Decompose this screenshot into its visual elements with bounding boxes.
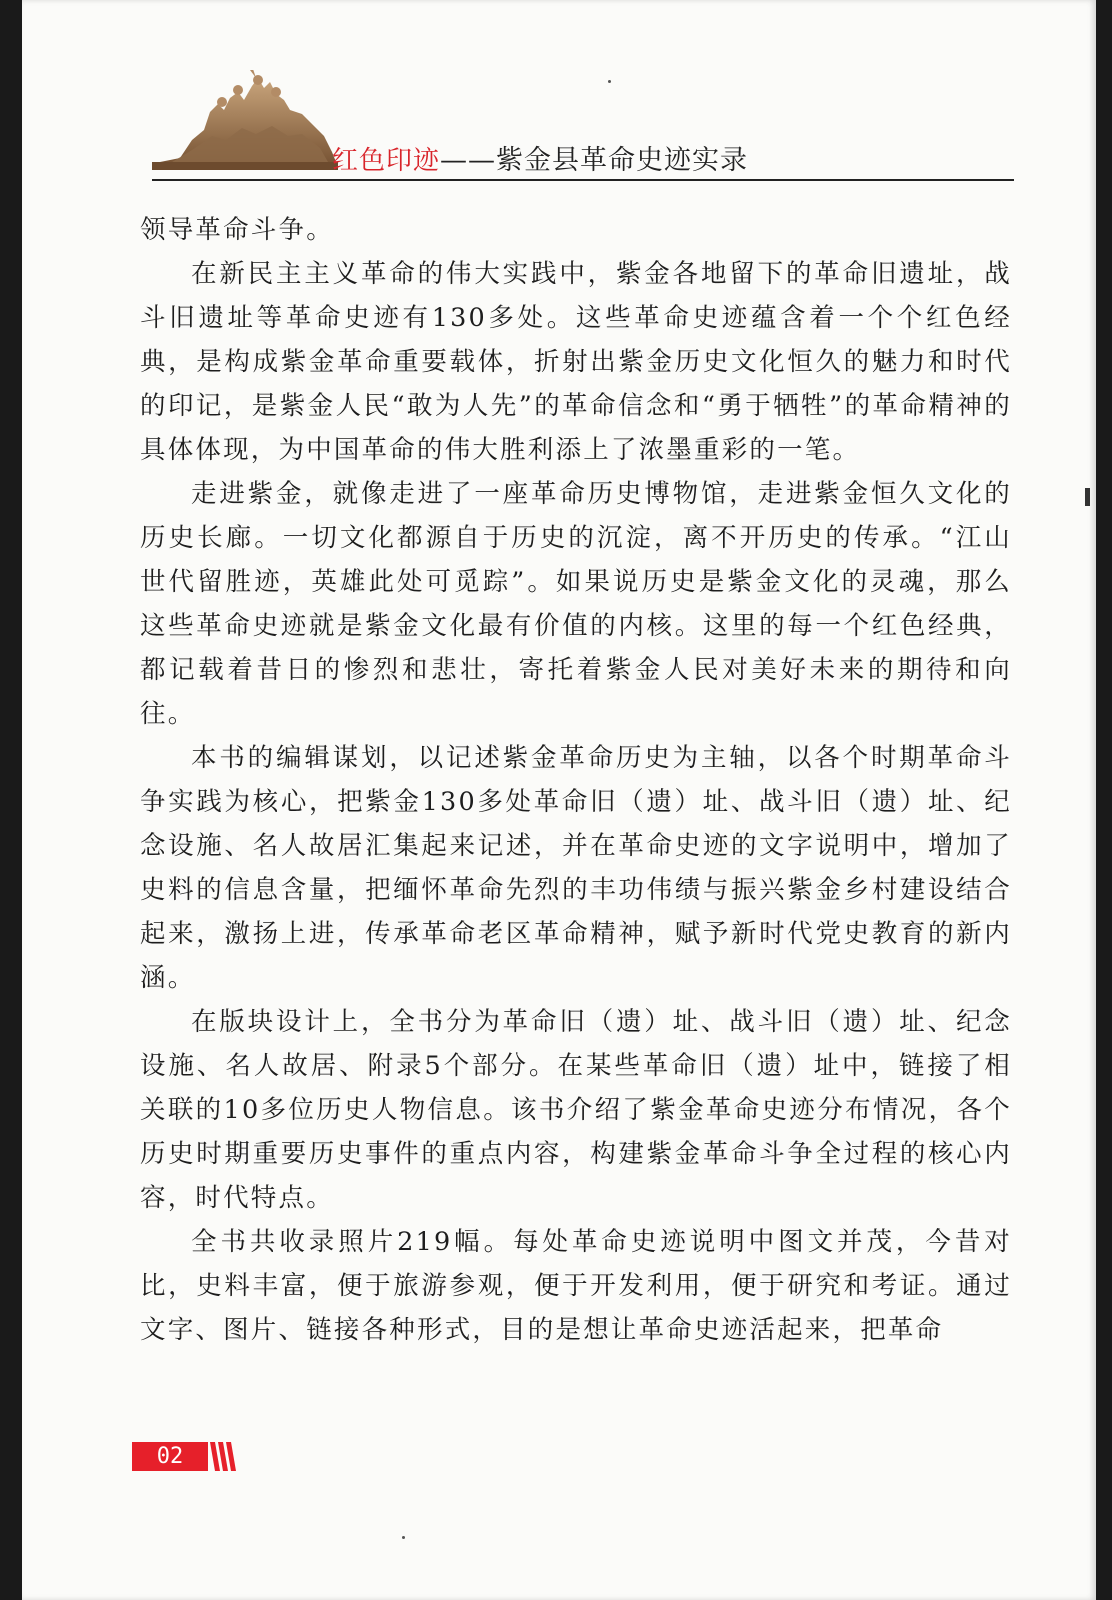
speck xyxy=(402,1536,405,1539)
stripes-icon xyxy=(210,1442,238,1471)
edge-mark xyxy=(1085,488,1090,506)
paragraph-5: 在版块设计上，全书分为革命旧（遗）址、战斗旧（遗）址、纪念设施、名人故居、附录5个部分。在某些革命旧（遗）址中，链接了相关联的10多位历史人物信息。该书介绍了紫金革命史迹分布情况，各个历史时期重要历史事件的重点内容，构建紫金革命斗争全过程的核心内容，时代特点。 xyxy=(140,1007,1012,1213)
header-title-dash: —— xyxy=(440,145,497,176)
header-rule xyxy=(152,179,1014,181)
paragraph-2: 在新民主主义革命的伟大实践中，紫金各地留下的革命旧遗址，战斗旧遗址等革命史迹有130多处。这些革命史迹蕴含着一个个红色经典，是构成紫金革命重要载体，折射出紫金历史文化恒久的魅力和时代的印记，是紫金人民“敢为人先”的革命信念和“勇于牺牲”的革命精神的具体体现，为中国革命的伟大胜利添上了浓墨重彩的一笔。 xyxy=(140,259,1012,465)
revolutionary-sculpture-icon xyxy=(152,70,338,170)
body-text xyxy=(140,208,1012,1352)
paragraph-3: 走进紫金，就像走进了一座革命历史博物馆，走进紫金恒久文化的历史长廊。一切文化都源自于历史的沉淀，离不开历史的传承。“江山世代留胜迹，英雄此处可觅踪”。如果说历史是紫金文化的灵魂，那么这些革命史迹就是紫金文化最有价值的内核。这里的每一个红色经典，都记载着昔日的惨烈和悲壮，寄托着紫金人民对美好未来的期待和向往。 xyxy=(140,479,1012,729)
book-page xyxy=(22,0,1096,1600)
speck xyxy=(608,80,611,83)
header-title-red: 红色印迹 xyxy=(332,146,441,176)
header-title-rest: 紫金县革命史迹实录 xyxy=(496,145,749,176)
running-header xyxy=(22,0,1096,190)
paragraph-1: 领导革命斗争。 xyxy=(140,215,334,245)
header-title xyxy=(332,138,748,177)
page-number: 02 xyxy=(132,1442,208,1471)
paragraph-6: 全书共收录照片219幅。每处革命史迹说明中图文并茂，今昔对比，史料丰富，便于旅游参观，便于开发利用，便于研究和考证。通过文字、图片、链接各种形式，目的是想让革命史迹活起来，把革命 xyxy=(140,1227,1012,1345)
paragraph-4: 本书的编辑谋划，以记述紫金革命历史为主轴，以各个时期革命斗争实践为核心，把紫金130多处革命旧（遗）址、战斗旧（遗）址、纪念设施、名人故居汇集起来记述，并在革命史迹的文字说明中，增加了史料的信息含量，把缅怀革命先烈的丰功伟绩与振兴紫金乡村建设结合起来，激扬上进，传承革命老区革命精神，赋予新时代党史教育的新内涵。 xyxy=(140,743,1012,993)
